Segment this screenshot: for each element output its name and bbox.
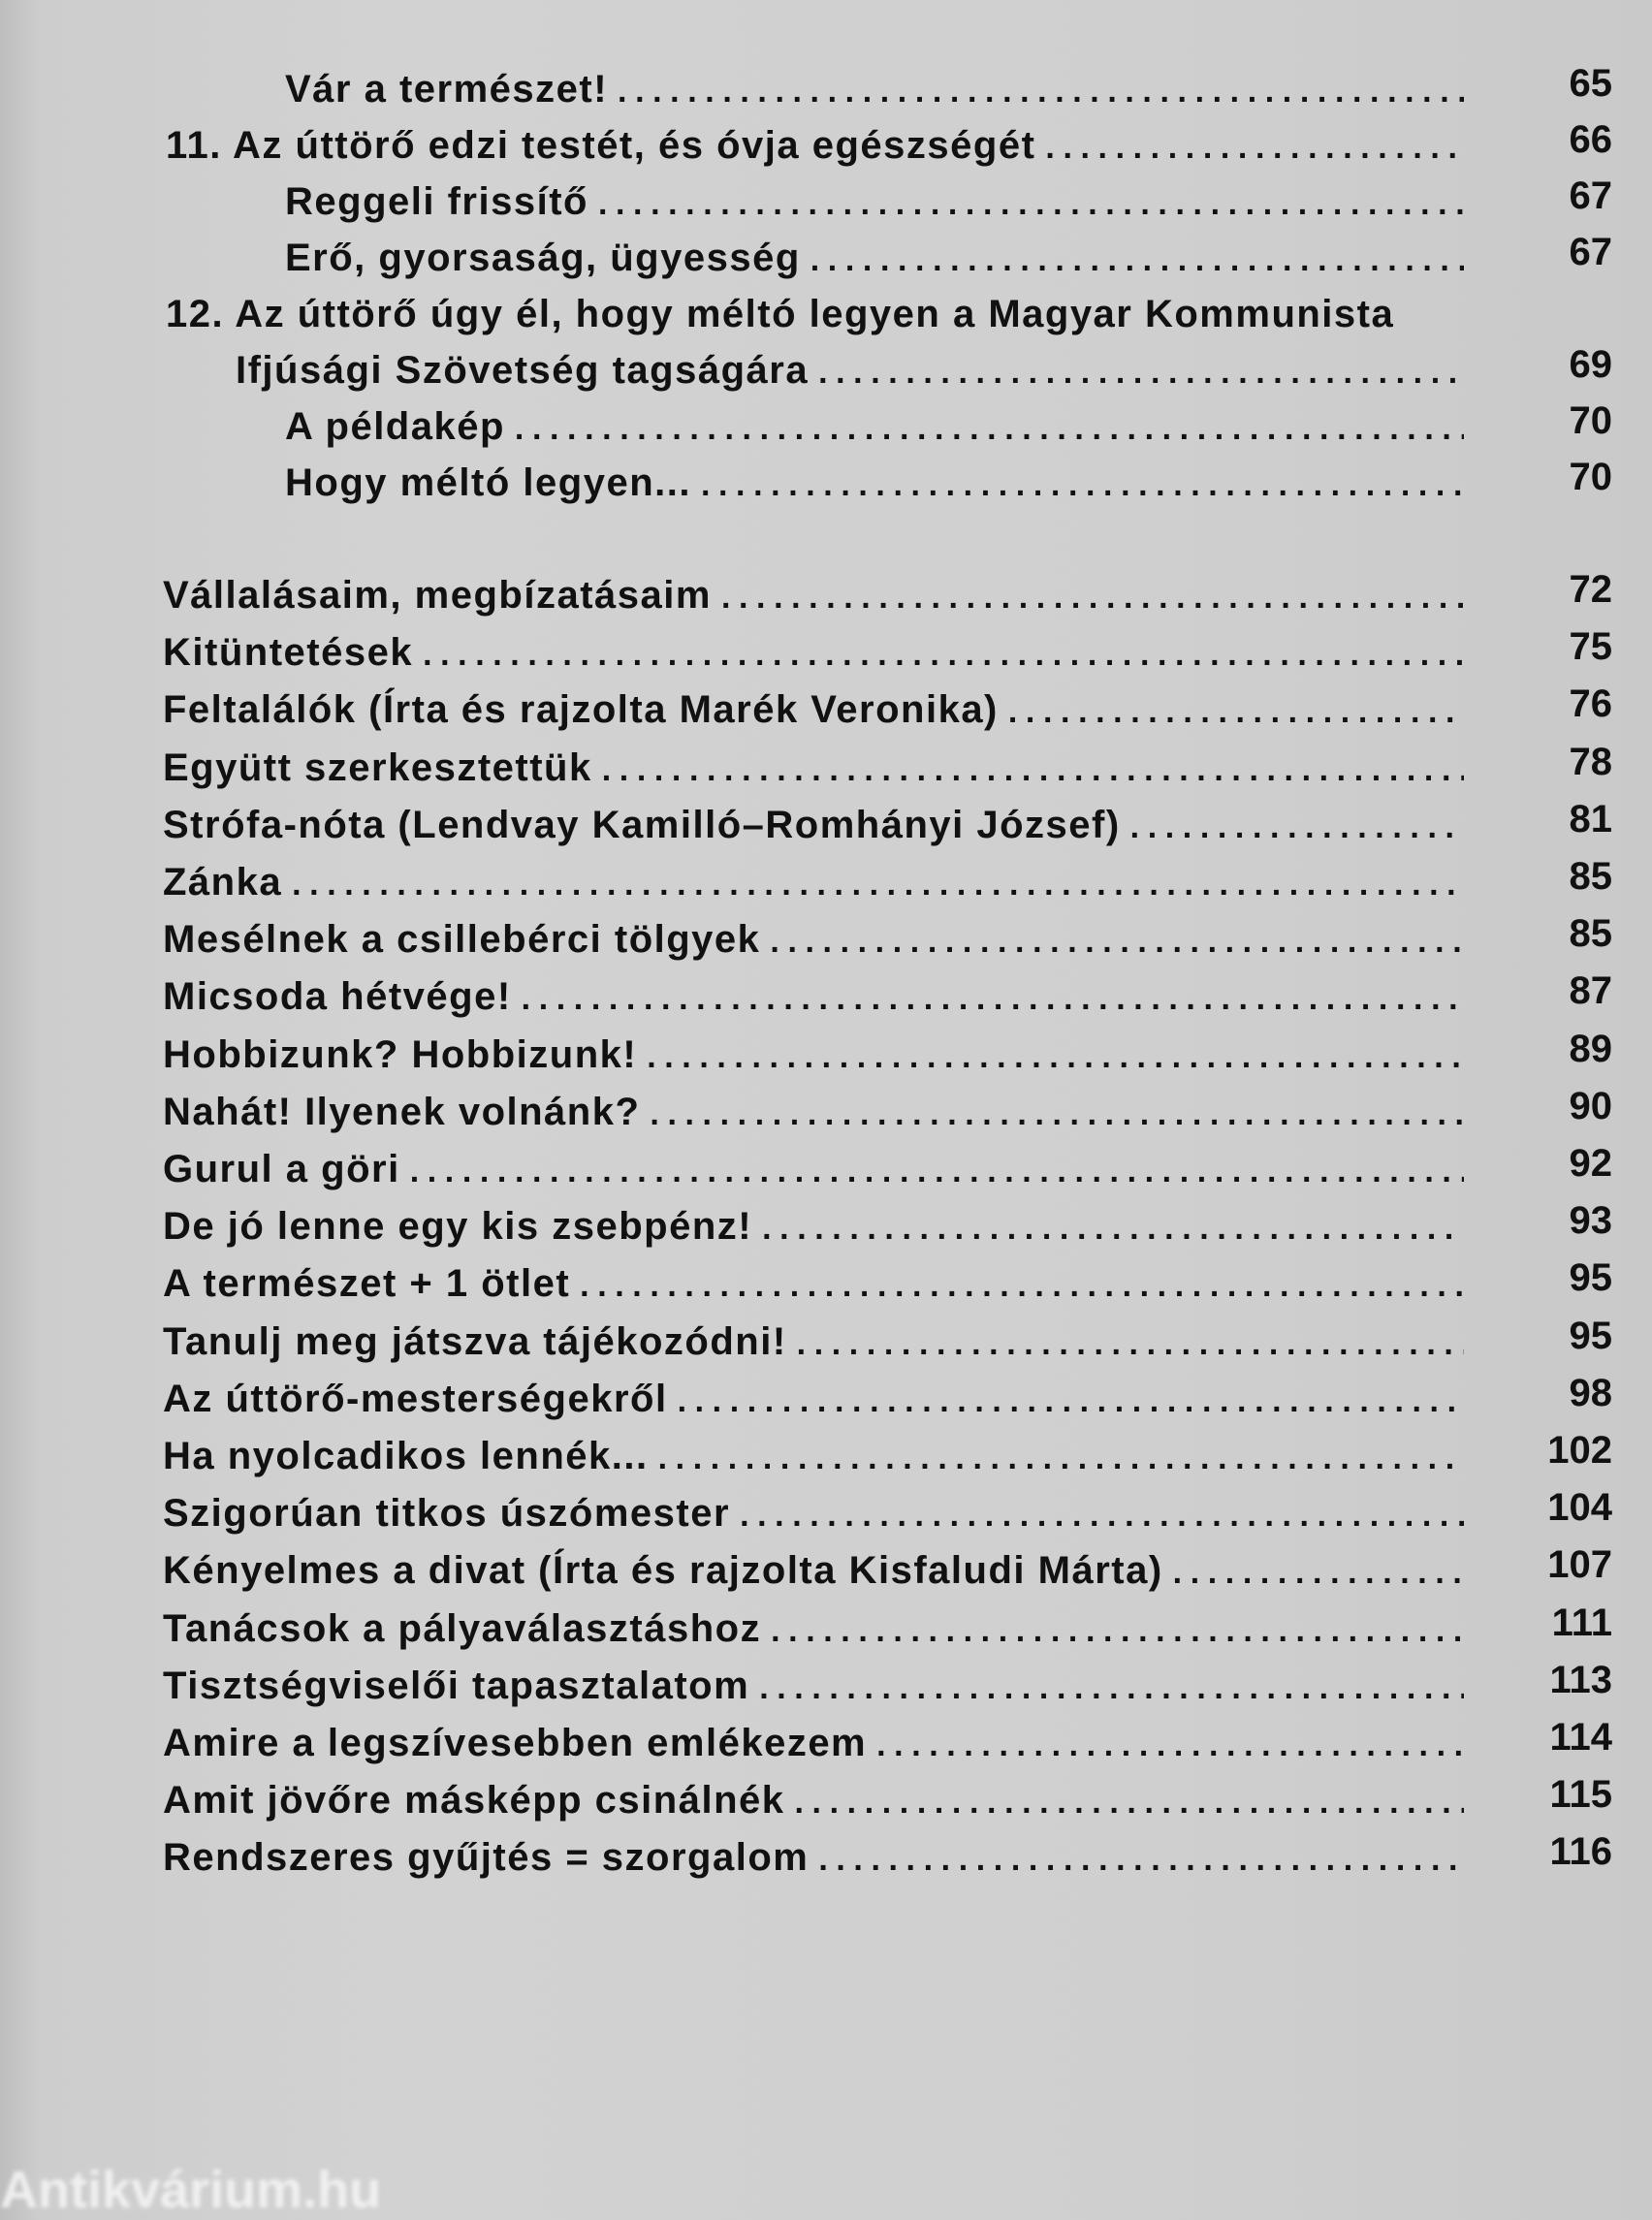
toc-entry [0, 1193, 1652, 1250]
dot-leader [515, 407, 1464, 450]
toc-entry [0, 1309, 1652, 1365]
toc-entry [0, 849, 1652, 905]
toc-entry-page: 72 [1569, 568, 1612, 611]
toc-entry [0, 735, 1652, 791]
dot-leader [423, 633, 1464, 676]
dot-leader [795, 1781, 1464, 1824]
toc-entry [0, 1824, 1652, 1881]
toc-entry-title: De jó lenne egy kis zsebpénz! [163, 1205, 753, 1249]
toc-entry-page: 111 [1551, 1601, 1612, 1644]
dot-leader [701, 463, 1464, 506]
toc-entry-page: 75 [1569, 625, 1612, 669]
toc-entry [0, 1251, 1652, 1307]
toc-entry-title: Tanulj meg játszva tájékozódni! [163, 1319, 787, 1363]
toc-entry [0, 964, 1652, 1020]
toc-entry [0, 450, 1652, 506]
toc-entry-page: 66 [1569, 118, 1612, 161]
toc-entry-title: Hogy méltó legyen... [285, 461, 691, 504]
toc-entry [0, 394, 1652, 450]
toc-entry [0, 56, 1652, 112]
toc-entry-title: A példakép [285, 405, 505, 448]
toc-entry-page: 113 [1549, 1658, 1612, 1701]
toc-entry-page: 114 [1549, 1716, 1612, 1759]
toc-entry-page: 95 [1569, 1256, 1612, 1300]
toc-entry-page: 90 [1569, 1084, 1612, 1127]
toc-entry-title: A természet + 1 ötlet [163, 1262, 571, 1306]
dot-leader [598, 182, 1464, 225]
toc-entry [0, 792, 1652, 848]
toc-entry [0, 1596, 1652, 1652]
toc-entry-title: Az úttörő-mesterségekről [163, 1377, 668, 1420]
watermark: Antikvárium.hu [0, 2161, 382, 2219]
dot-leader [1130, 806, 1464, 848]
toc-entry-title: Zánka [163, 861, 283, 904]
toc-entry-title: 11. Az úttörő edzi testét, és óvja egészségét [166, 124, 1036, 167]
toc-entry-page: 70 [1569, 399, 1612, 442]
toc-entry [0, 1423, 1652, 1479]
toc-entry-title: Strófa-nóta (Lendvay Kamilló–Romhányi József) [163, 803, 1121, 846]
dot-leader [797, 1322, 1464, 1365]
toc-entry-title: Ha nyolcadikos lennék... [163, 1435, 649, 1477]
toc-entry [0, 1480, 1652, 1537]
toc-entry [0, 112, 1652, 169]
toc-entry-page: 102 [1547, 1429, 1612, 1472]
toc-entry [0, 169, 1652, 225]
toc-entry-title: Tisztségviselői tapasztalatom [163, 1664, 750, 1707]
toc-entry-title: Kitüntetések [163, 631, 414, 675]
toc-entry-title: Gurul a göri [163, 1148, 400, 1190]
toc-entry-page: 81 [1569, 797, 1612, 840]
toc-entry-page: 70 [1569, 456, 1612, 498]
dot-leader [1008, 690, 1464, 733]
toc-entry-page: 67 [1569, 231, 1612, 273]
dot-leader [770, 920, 1464, 963]
dot-leader [740, 1494, 1464, 1537]
toc-entry [0, 1022, 1652, 1078]
dot-leader [1173, 1551, 1464, 1594]
toc-entry-title: Együtt szerkesztettük [163, 745, 592, 789]
toc-entry-page: 76 [1569, 682, 1612, 726]
dot-leader [292, 863, 1464, 905]
toc-entry [0, 1767, 1652, 1824]
toc-entry-title: Amire a legszívesebben emlékezem [163, 1722, 868, 1764]
toc-entry-page: 98 [1569, 1371, 1612, 1414]
toc-entry-page: 85 [1569, 912, 1612, 956]
dot-leader [876, 1724, 1464, 1766]
toc-entry-title: Tanácsok a pályaválasztáshoz [163, 1606, 762, 1650]
dot-leader [771, 1609, 1464, 1652]
dot-leader [580, 1264, 1464, 1307]
dot-leader [618, 70, 1464, 112]
toc-entry-title: Mesélnek a csillebérci tölgyek [163, 918, 761, 962]
toc-entry-title: Vár a természet! [285, 68, 609, 111]
toc-entry [0, 281, 1652, 337]
dot-leader [818, 1838, 1464, 1881]
toc-entry-page: 65 [1569, 62, 1612, 105]
dot-leader [647, 1035, 1464, 1078]
dot-leader [762, 1207, 1464, 1250]
toc-entry-page: 115 [1549, 1773, 1612, 1817]
dot-leader [678, 1380, 1464, 1422]
toc-entry-page: 93 [1569, 1199, 1612, 1243]
dot-leader [1045, 126, 1464, 169]
toc-entry-title: Reggeli frissítő [285, 180, 588, 223]
toc-entry [0, 337, 1652, 394]
toc-entry-title: 12. Az úttörő úgy él, hogy méltó legyen a Magyar Kommunista [166, 293, 1395, 335]
toc-entry-title: Amit jövőre másképp csinálnék [163, 1779, 785, 1823]
dot-leader [650, 1093, 1464, 1135]
dot-leader [410, 1150, 1464, 1192]
dot-leader [721, 576, 1464, 618]
dot-leader [810, 238, 1464, 281]
toc-entry-title: Hobbizunk? Hobbizunk! [163, 1032, 638, 1076]
toc-entry [0, 1653, 1652, 1709]
toc-entry-page: 85 [1569, 855, 1612, 898]
toc-entry [0, 1710, 1652, 1766]
toc-entry [0, 1136, 1652, 1192]
toc-entry-page: 67 [1569, 174, 1612, 217]
dot-leader [818, 351, 1464, 394]
dot-leader [759, 1666, 1464, 1709]
toc-entry [0, 562, 1652, 618]
toc-entry [0, 1366, 1652, 1422]
dot-leader [602, 748, 1464, 791]
toc-entry [0, 225, 1652, 281]
toc-entry-title: Feltalálók (Írta és rajzolta Marék Veronika) [163, 688, 999, 732]
toc-entry-title: Nahát! Ilyenek volnánk? [163, 1090, 641, 1133]
toc-entry-page: 116 [1549, 1830, 1612, 1874]
toc-entry-title: Vállalásaim, megbízatásaim [163, 574, 712, 617]
toc-entry-page: 92 [1569, 1142, 1612, 1185]
toc-entry-page: 89 [1569, 1027, 1612, 1070]
toc-entry-page: 78 [1569, 740, 1612, 783]
dot-leader [658, 1437, 1464, 1479]
toc-entry-title: Micsoda hétvége! [163, 975, 512, 1019]
toc-entry-page: 69 [1569, 343, 1612, 386]
toc-entry [0, 1538, 1652, 1594]
toc-entry-page: 95 [1569, 1314, 1612, 1357]
toc-entry [0, 619, 1652, 676]
toc-entry [0, 677, 1652, 733]
dot-leader [522, 977, 1464, 1020]
toc-entry [0, 906, 1652, 963]
toc-entry-title: Rendszeres gyűjtés = szorgalom [163, 1836, 810, 1880]
toc-entry-page: 107 [1547, 1543, 1612, 1587]
toc-entry-page: 87 [1569, 969, 1612, 1013]
toc-entry-title: Ifjúsági Szövetség tagságára [236, 349, 810, 392]
toc-entry [0, 1079, 1652, 1135]
toc-entry-title: Kényelmes a divat (Írta és rajzolta Kisfaludi Márta) [163, 1549, 1163, 1593]
toc-entry-page: 104 [1547, 1486, 1612, 1530]
toc-entry-title: Szigorúan titkos úszómester [163, 1492, 731, 1536]
toc-entry-title: Erő, gyorsaság, ügyesség [285, 237, 801, 279]
